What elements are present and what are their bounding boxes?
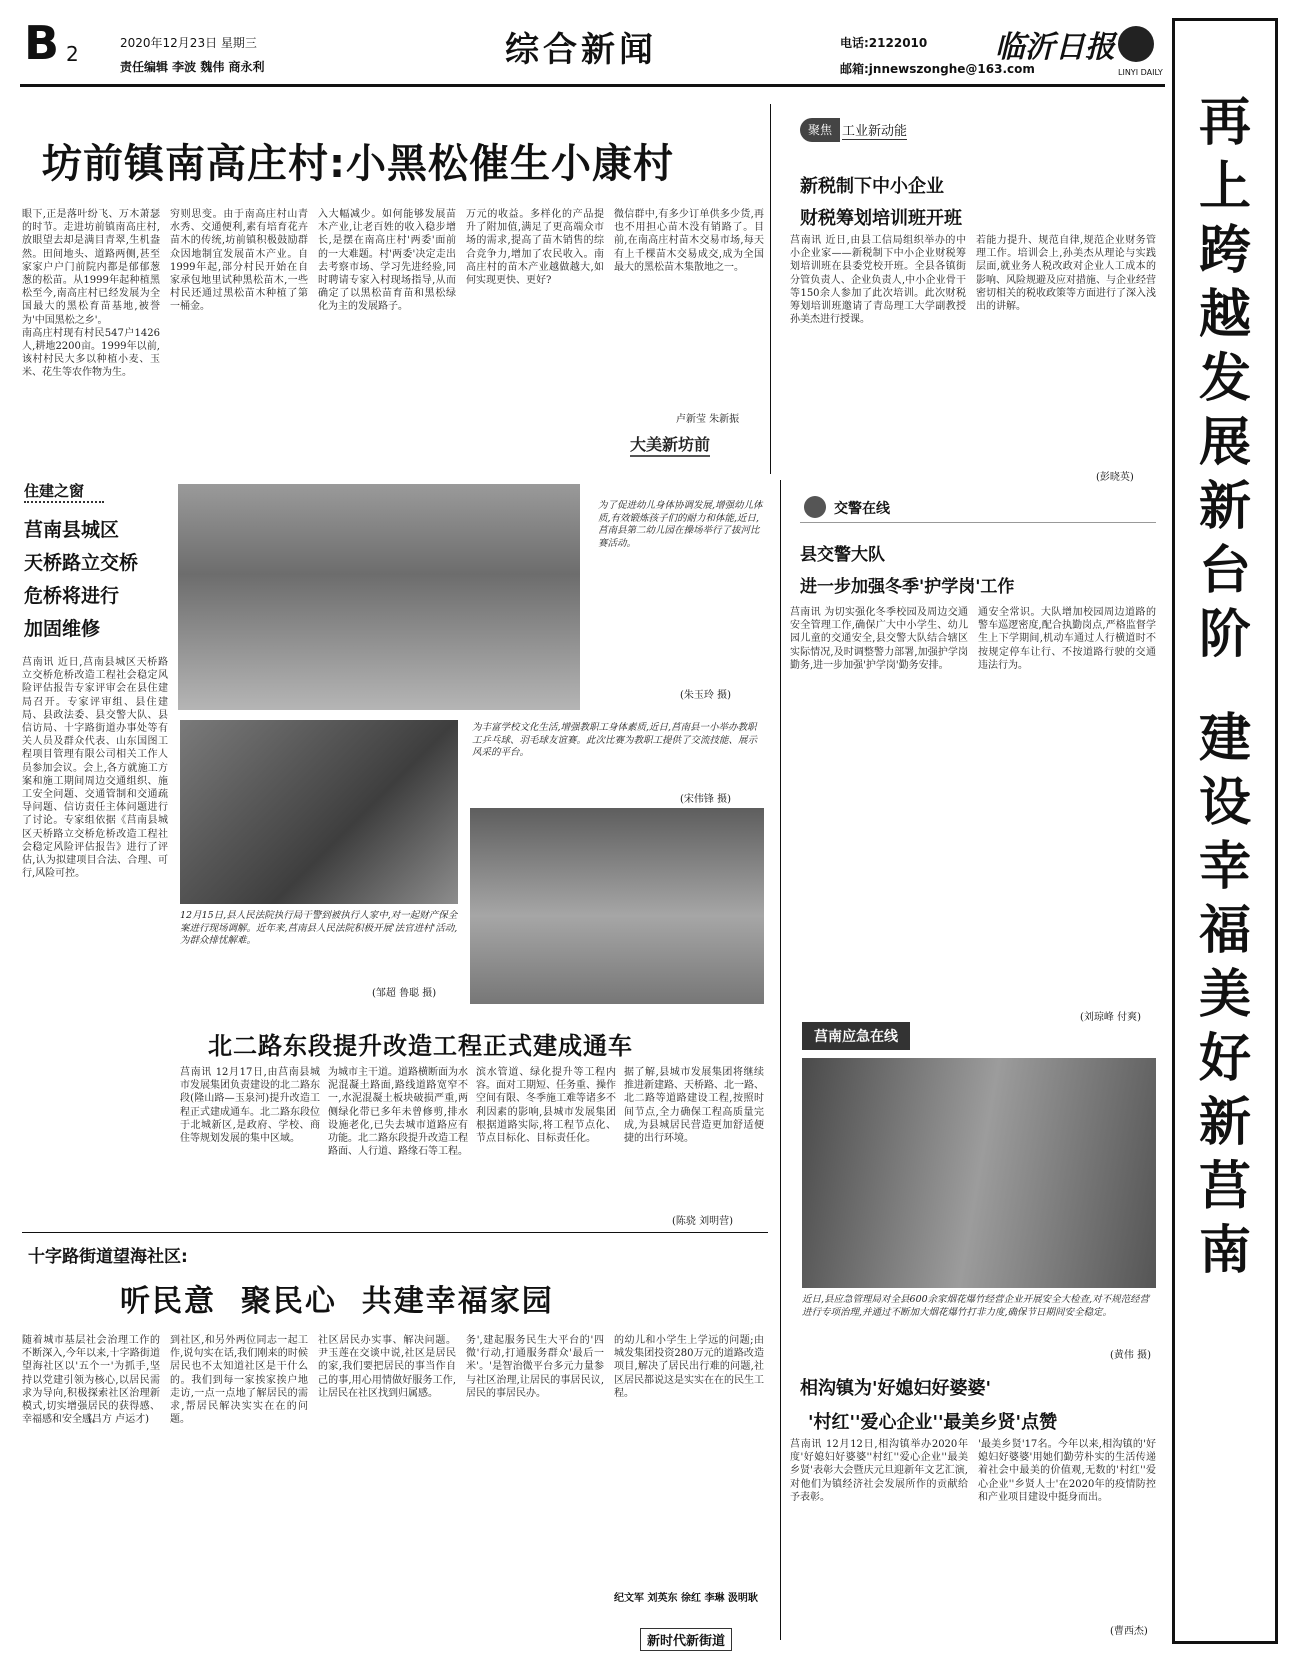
focus-col-2: 若能力提升、规范自律,规范企业财务管理工作。培训会上,孙美杰从理论与实践层面,就业务人税改政对企业人工成本的影响、风险规避及应对措施、与企业经营密切相关的税收政策等方面进行了深入浅出的讲解。 [976, 235, 1156, 313]
vertical-headline-char: 跨 [1198, 221, 1251, 281]
traffic-banner-label: 交警在线 [834, 501, 890, 517]
vertical-headline-char: 阶 [1198, 605, 1251, 665]
lead-col-4: 万元的收益。多样化的产品提升了附加值,满足了更高端众市场的需求,提高了苗木销售的综合竞争力,增加了农民收入。南高庄村的苗木产业越做越大,如何实现更快、更好? [466, 209, 604, 287]
issue-date: 2020年12月23日 星期三 [120, 36, 257, 50]
community-headline: 听民意 聚民心 共建幸福家园 [120, 1284, 554, 1319]
lead-stamp: 大美新坊前 [630, 432, 710, 457]
bridge-headline [24, 514, 164, 646]
village-col-2: '最美乡贤'17名。今年以来,相沟镇的'好媳妇好婆婆'用她们勤劳朴实的生活传递着社会中最美的价值观,无数的'村红''爱心企业''乡贤人士'在2020年的疫情防控和产业项目建设中挺身而出。 [978, 1439, 1156, 1503]
road-col-2: 为城市主干道。道路横断面为水泥混凝土路面,路线道路宽窄不一,水泥混凝土板块破损严重,两侧绿化带已多年未曾修剪,排水设施老化,已失去城市道路应有功能。北二路东段提升改造工程路面、人行道、路缘石等工程。 [328, 1067, 468, 1158]
bridge-byline: (吕方 卢运才) [88, 1414, 149, 1425]
photo-kindergarten-caption: 为了促进幼儿身体协调发展,增强幼儿体质,有效锻炼孩子们的耐力和体能,近日,莒南县第二幼儿园在操场举行了拔河比赛活动。 [598, 500, 763, 549]
village-col-1: 莒南讯 12月12日,相沟镇举办2020年度'好媳妇好婆婆''村红''爱心企业''最美乡贤'表彰大会暨庆元旦迎新年文艺汇演,对他们为镇经济社会发展所作的贡献给予表彰。 [790, 1439, 968, 1503]
road-byline: (陈骁 刘明营) [672, 1216, 733, 1227]
paper-emblem-icon [1118, 26, 1154, 62]
photo-sports-credit: (宋伟锋 摄) [680, 794, 731, 805]
photo-court-caption: 12月15日,县人民法院执行局干警到被执行人家中,对一起财产保全案进行现场调解。近年来,莒南县人民法院积极开展'法官进村'活动,为群众排忧解难。 [180, 910, 458, 946]
lead-byline: 卢新莹 朱新振 [676, 414, 740, 425]
traffic-col-2: 通安全常识。大队增加校园周边道路的警车巡逻密度,配合执勤岗点,严格监督学生上下学期间,机动车通过人行横道时不按规定停车让行、不按道路行驶的交通违法行为。 [978, 607, 1156, 671]
focus-badge: 聚焦 [800, 118, 840, 142]
masthead-rule [20, 84, 1165, 87]
photo-emergency-inspection [802, 1058, 1156, 1288]
focus-byline: (彭晓英) [1096, 472, 1134, 483]
community-col-4: 务',建起服务民生大平台的'四微'行动,打通服务群众'最后一米'。'是智治微平台多元力量参与社区治理,让居民的事居民议,居民的事居民办。 [466, 1335, 604, 1399]
vertical-headline-char: 好 [1198, 1029, 1251, 1089]
bridge-body: 莒南讯 近日,莒南县城区天桥路立交桥危桥改造工程社会稳定风险评估报告专家评审会在县住建局召开。专家评审组、县住建局、县政法委、县交警大队、县信访局、十字路街道办事处等有关人员及群众代表、山东国图工程项目管理有限公司相关工作人员参加会议。会上,各方就施工方案和施工期间周边交通组织、施工安全问题、交通管制和交通疏导问题、信访责任主体问题进行了讨论。专家组依据《莒南县城区天桥路立交桥危桥改造工程社会稳定风险评估报告》进行了评估,认为拟建项目合法、合理、可行,风险可控。 [22, 657, 168, 880]
emergency-banner: 莒南应急在线 [802, 1022, 910, 1050]
focus-tag: 工业新动能 [842, 120, 907, 140]
road-divider [22, 1232, 768, 1233]
section-title: 综合新闻 [505, 30, 657, 70]
lead-col-3: 入大幅减少。如何能够发展苗木产业,让老百姓的收入稳步增长,是摆在南高庄村'两委'面前的一大难题。村'两委'决定走出去考察市场、学习先进经验,同时聘请专家入村现场指导,从而确定了以黑松苗育苗和黑松绿化为主的发展路子。 [318, 209, 456, 313]
photo-badminton [470, 808, 764, 1004]
vertical-headline-char: 再 [1198, 93, 1251, 153]
village-headline-1: 相沟镇为'好媳妇好婆婆' [800, 1378, 992, 1399]
phone: 电话:2122010 [840, 36, 928, 50]
vertical-headline-char: 幸 [1198, 837, 1251, 897]
editors-line: 责任编辑 李波 魏伟 商永利 [120, 60, 265, 74]
photo-court-credit: (邹超 鲁聪 摄) [372, 988, 437, 999]
vertical-headline-char: 莒 [1198, 1157, 1251, 1217]
vertical-headline-char: 台 [1198, 541, 1251, 601]
paper-name-logo: 临沂日报 [995, 30, 1115, 65]
village-byline: (曹西杰) [1110, 1626, 1148, 1637]
police-icon [804, 496, 826, 518]
photo-court-visit [180, 720, 458, 904]
lead-col-5: 微信群中,有多少订单供多少货,再也不用担心苗木没有销路了。目前,在南高庄村苗木交易市场,每天有上千棵苗木交易成交,成为全国最大的黑松苗木集散地之一。 [614, 209, 764, 273]
right-column-divider [780, 480, 781, 1640]
vertical-headline-char: 南 [1198, 1221, 1251, 1281]
community-col-2: 到社区,和另外两位同志一起工作,说句实在话,我们刚来的时候居民也不太知道社区是干什么的。我们到每一家挨家挨户地走访,一点一点地了解居民的需求,帮居民解决实实在在的问题。 [170, 1335, 308, 1426]
village-headline-2: '村红''爱心企业''最美乡贤'点赞 [808, 1412, 1058, 1433]
lead-headline: 坊前镇南高庄村:小黑松催生小康村 [42, 141, 674, 187]
community-stamp: 新时代新街道 [640, 1628, 732, 1651]
community-col-3: 社区居民办实事、解决问题。尹玉莲在交谈中说,社区是居民的家,我们要把居民的事当作自己的事,用心用情做好服务工作,让居民在社区找到归属感。 [318, 1335, 456, 1399]
vertical-headline-box [1172, 18, 1278, 1644]
bridge-headline-line: 莒南县城区 [24, 519, 120, 541]
vertical-headline-char: 新 [1198, 477, 1251, 537]
vertical-headline-char: 设 [1198, 773, 1251, 833]
photo-kindergarten-credit: (朱玉玲 摄) [680, 690, 731, 701]
vertical-headline-char: 发 [1198, 349, 1251, 409]
traffic-headline-1: 县交警大队 [800, 545, 885, 565]
photo-kindergarten [178, 484, 580, 710]
lead-col-1: 眼下,正是落叶纷飞、万木萧瑟的时节。走进坊前镇南高庄村,放眼望去却是满目青翠,生机盎然。田间地头、道路两侧,甚至家家户户门前院内都是郁郁葱葱的松苗。从1999年起种植黑松至今,南高庄村已经发展为全国最大的黑松育苗基地,被誉为'中国黑松之乡'。 南高庄村现有村民547户1426人,耕地2200亩。1999年以前,该村村民大多以种植小麦、玉米、花生等农作物为生。 [22, 209, 160, 379]
lead-col-2: 穷则思变。由于南高庄村山青水秀、交通便利,素有培育花卉苗木的传统,坊前镇积极鼓励群众因地制宜发展苗木产业。自1999年起,部分村民开始在自家承包地里试种黑松苗木,一些村民还通过黑松苗木种植了第一桶金。 [170, 209, 308, 313]
community-byline: 纪文军 刘英东 徐红 李琳 汲明耿 [614, 1593, 758, 1604]
focus-col-1: 莒南讯 近日,由县工信局组织举办的中小企业家——新税制下中小企业财税筹划培训班在县委党校开班。全县各镇街分管负责人、企业负责人,中小企业骨干等150余人参加了此次培训。此次财税筹划培训班邀请了青岛理工大学副教授孙美杰进行授课。 [790, 235, 966, 326]
page-number: 2 [66, 42, 79, 66]
focus-headline-2: 财税筹划培训班开班 [800, 208, 962, 229]
vertical-headline-char: 上 [1198, 157, 1251, 217]
vertical-headline-char: 建 [1198, 709, 1251, 769]
bridge-headline-line: 天桥路立交桥 [24, 552, 139, 574]
road-col-1: 莒南讯 12月17日,由莒南县城市发展集团负责建设的北二路东段(隆山路—玉泉河)提升改造工程正式建成通车。北二路东段位于北城新区,是政府、学校、商住等规划发展的集中区域。 [180, 1067, 320, 1145]
traffic-headline-2: 进一步加强冬季'护学岗'工作 [800, 577, 1015, 597]
bridge-headline-line: 加固维修 [24, 618, 101, 640]
traffic-col-1: 莒南讯 为切实强化冬季校园及周边交通安全管理工作,确保广大中小学生、幼儿园儿童的交通安全,县交警大队结合辖区实际情况,及时调整警力部署,加强护学岗勤务,进一步加强'护学岗'勤务安排。 [790, 607, 968, 671]
road-headline: 北二路东段提升改造工程正式建成通车 [208, 1032, 633, 1060]
photo-sports-caption: 为丰富学校文化生活,增强教职工身体素质,近日,莒南县一小举办教职工乒乓球、羽毛球友谊赛。此次比赛为教职工提供了交流技能、展示风采的平台。 [472, 722, 758, 758]
road-col-3: 滨水管道、绿化提升等工程内容。面对工期短、任务重、操作空间有限、冬季施工难等诸多不利因素的影响,县城市发展集团根据道路实际,将工程节点化、节点目标化、目标责任化。 [476, 1067, 616, 1145]
community-kicker: 十字路街道望海社区: [28, 1247, 188, 1267]
emergency-credit: (黄伟 摄) [1110, 1350, 1151, 1361]
focus-headline-1: 新税制下中小企业 [800, 176, 944, 197]
bridge-column-label: 住建之窗 [24, 480, 104, 503]
vertical-headline-char: 越 [1198, 285, 1251, 345]
community-col-5: 的幼儿和小学生上学远的问题;由城发集团投资280万元的道路改造项目,解决了居民出行难的问题,社区居民都说这是实实在在的民生工程。 [614, 1335, 764, 1399]
bridge-headline-line: 危桥将进行 [24, 585, 120, 607]
paper-latin: LINYI DAILY [1118, 68, 1163, 77]
traffic-byline: (刘琼峰 付爽) [1080, 1012, 1141, 1023]
page-letter: B [24, 16, 60, 70]
traffic-banner [800, 492, 1156, 523]
vertical-headline-char: 美 [1198, 965, 1251, 1025]
email: 邮箱:jnnewszonghe@163.com [840, 62, 1035, 76]
lead-divider [770, 104, 771, 474]
road-col-4: 据了解,县城市发展集团将继续推进新建路、天桥路、北一路、北二路等道路建设工程,按照时间节点,全力确保工程高质量完成,为县城居民营造更加舒适便捷的出行环境。 [624, 1067, 764, 1145]
vertical-headline-char: 福 [1198, 901, 1251, 961]
vertical-headline [1175, 21, 1275, 1283]
community-col-1: 随着城市基层社会治理工作的不断深入,今年以来,十字路街道望海社区以'五个一'为抓手,坚持以党建引领为核心,以居民需求为导向,积极探索社区治理新模式,切实增强居民的获得感、幸福感和安全感。 [22, 1335, 160, 1426]
vertical-headline-char: 新 [1198, 1093, 1251, 1153]
vertical-headline-char: 展 [1198, 413, 1251, 473]
emergency-caption: 近日,县应急管理局对全县600余家烟花爆竹经营企业开展安全大检查,对不规范经营进行专项治理,并通过不断加大烟花爆竹打非力度,确保节日期间安全稳定。 [802, 1294, 1150, 1318]
vertical-headline-char [1175, 667, 1275, 707]
